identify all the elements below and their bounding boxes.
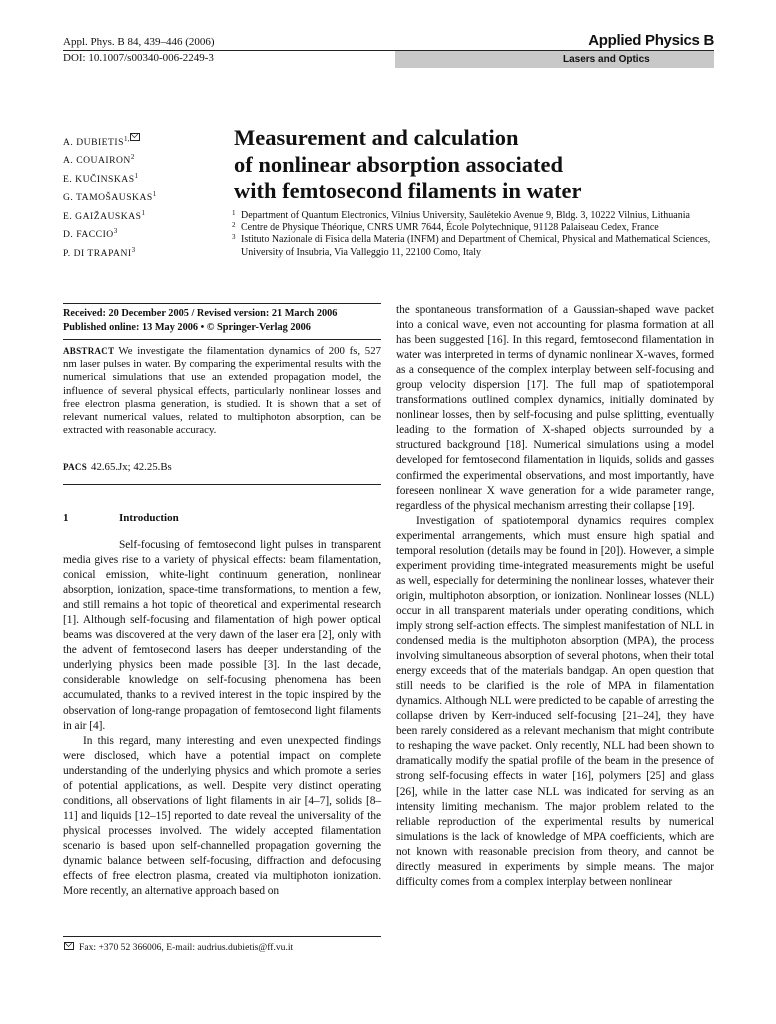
author: A. $DUBIETIS^{1,}$: [63, 132, 156, 150]
journal-subtitle: Lasers and Optics: [563, 54, 650, 65]
paragraph: the spontaneous transformation of a Gaussian-shaped wave packet into a conical wave, even not accounting for plasma formation at all has been suggested [16]. In this regard, femtosecond filamentation in water was interpreted in terms of dynamic nonlinear X-waves, formed as a consequence of the complex interplay between self-focusing and group velocity dispersion [17]. The full map of spatiotemporal transformations outlined complex dynamics, initially dominated by nonlinear losses, then by self-focusing and pulse splitting, eventually leading to the formation of X-shaped objects surrounded by a structured background [18]. Numerical simulations using a model developed for femtosecond filamentation in liquids, solids and gasses confirmed the experimental observations, and most importantly, have foreseen nonlinear X wave generation for a wide parameter range, regardless of the physical mechanism arresting their collapse [19].: [396, 304, 714, 512]
footnote-rule: [63, 936, 381, 937]
affiliations: [232, 210, 712, 259]
author: A. COUAIRON$^2$: [63, 153, 135, 167]
journal-name: Applied Physics B: [588, 32, 714, 49]
envelope-icon: [64, 942, 74, 950]
paragraph: Self-focusing of femtosecond light pulses in transparent media gives rise to a variety of physical effects: beam filamentation, conical emission, white-light continuum generation, nonlinear absorption, ionization, space-time transformations, to mention a few, and still remains a hot topic of theoretical and experimental research [1]. Although self-focusing and filamentation of high power optical beams was discovered at the very dawn of the laser era [2], only with the advent of femtosecond lasers has deeper understanding of the underlying physics been made possible [3]. In the last decade, considerable knowledge on self-focusing phenomena has been accumulated, thanks to a revived interest in the topic inspired by the observation of long-range propagation of femtosecond light filaments in air [4].: [63, 539, 381, 732]
author: P. DI TRAPANI$^3$: [63, 245, 136, 260]
section-title: Introduction: [119, 512, 179, 524]
abstract: [63, 345, 381, 437]
author: G. TAMOŠAUSKAS$^1$: [63, 190, 157, 204]
divider: [63, 484, 381, 485]
received-info: Received: 20 December 2005 / Revised version: 21 March 2006 Published online: 13 May 2006 • © Springer-Verlag 2006: [63, 308, 338, 333]
pacs-codes: 42.65.Jx; 42.25.Bs: [91, 461, 172, 473]
paragraph: In this regard, many interesting and even unexpected findings were disclosed, which have a potential impact on complete understanding of the underlying physics and which promote a series of potential applications, as well. Despite very distinct operating conditions, all observations of light filaments in air [4–7], solids [8–11] and liquids [12–15] reported to date reveal the universality of the physical processes involved. The widely accepted filamentation scenario is based upon self-channelled propagation governing the dynamic balance between self-focusing, diffraction and defocusing effects of free electron plasma, created via multiphoton ionization. More recently, an alternative approach based on: [63, 734, 381, 898]
citation: Appl. Phys. B 84, 439–446 (2006): [63, 36, 215, 48]
paper-title: Measurement and calculation of nonlinear absorption associated with femtosecond filaments in water: [234, 125, 582, 203]
journal-subtitle-bar: [395, 51, 714, 68]
abstract-label: ABSTRACT: [63, 346, 115, 356]
affiliation: 2 Centre de Physique Théorique, CNRS UMR 7644, École Polytechnique, 91128 Palaiseau Cedex, France: [232, 221, 659, 234]
abstract-text: We investigate the filamentation dynamics of 200 fs, 527 nm laser pulses in water. By comparing the experimental results with the numerical simulations that use an extended propagation model, the influence of several physical effects, particularly nonlinear losses and free electron plasma generation, is studied. It is shown that a set of relevant numerical values, related to multiphoton absorption, can be extracted with reasonable accuracy.: [63, 345, 381, 437]
doi: DOI: 10.1007/s00340-006-2249-3: [63, 52, 214, 64]
section-number: 1: [63, 512, 69, 524]
pacs-label: PACS: [63, 462, 88, 472]
pacs: [63, 461, 381, 473]
author: E. GAIŽAUSKAS$^1$: [63, 208, 145, 223]
envelope-icon: [130, 133, 140, 141]
footnote: Fax: +370 52 366006, E-mail: audrius.dubietis@ff.vu.it: [63, 942, 293, 953]
right-column-body: [396, 303, 714, 890]
left-column-body: [63, 538, 381, 899]
affiliation: 1 Department of Quantum Electronics, Vilnius University, Saulėtekio Avenue 9, Bldg. 3, 10222 Vilnius, Lithuania: [232, 209, 690, 221]
author: E. KUČINSKAS$^1$: [63, 171, 139, 186]
affiliation: 3 Istituto Nazionale di Fisica della Materia (INFM) and Department of Chemical, Physical and Mathematical Sciences, University of Insubria, Via Valleggio 11, 22100 Como, Italy: [232, 233, 711, 258]
divider: [63, 303, 381, 304]
paragraph: Investigation of spatiotemporal dynamics requires complex experimental arrangements, which must ensure high spatial and temporal resolution (details may be found in [20]). However, a simple experiment providing time-integrated measurements might be useful as well, especially for determining the nonlinear losses, whatever their origin, multiphoton absorption, or ionization. Nonlinear losses (NLL) occur in all transparent materials under operating conditions, which imply strong self-action effects. The simplest manifestation of NLL in condensed media is the multiphoton absorption (MPA), the process involving simultaneous absorption of several photons, when their total energy exceeds that of the materials bandgap. An open question that still needs to be clarified is the role of MPA in filamentation dynamics. Although NLL were predicted to be capable of arresting the collapse driven by Kerr-induced self-focusing [21–24], they have been rarely considered as a relevant mechanism that might contribute to reshaping the wave packet. Only recently, NLL had been shown to dramatically modify the spatial profile of the beam in the presence of strong self-focusing effects in water [16], polymers [25] and glass [26], while in the latter case NLL was indicated for serving as an intensity limiting mechanism. The major problem related to the reliable reproduction of the experimental results by numerical simulations is the lack of knowledge of MPA coefficients, which are not known with reasonable precision from theory, and cannot be directly measured in experiments by simple means. The major difficulty comes from a complex interplay between nonlinear: [396, 514, 714, 888]
author-list: [63, 132, 156, 261]
author: D. FACCIO$^3$: [63, 227, 118, 241]
divider: [63, 339, 381, 340]
